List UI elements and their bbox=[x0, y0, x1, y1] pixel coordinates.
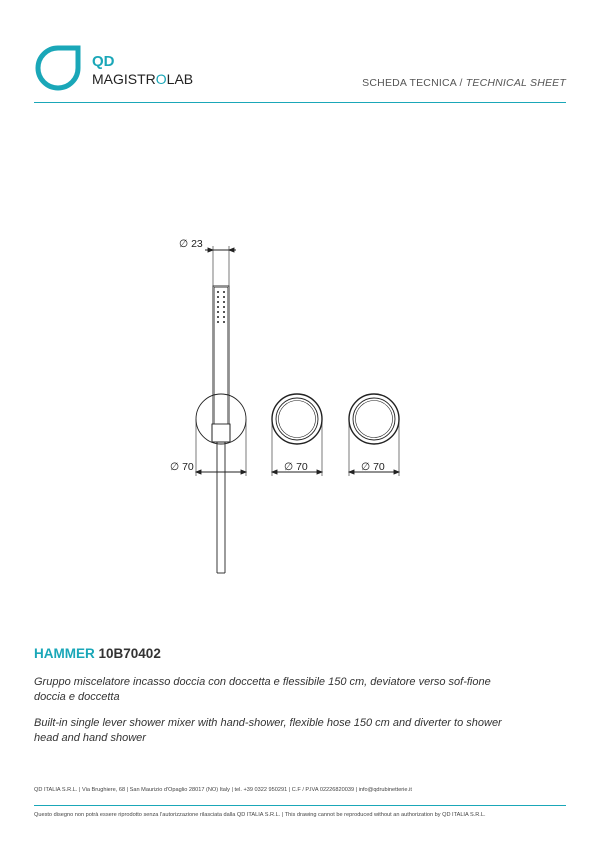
product-code: 10B70402 bbox=[98, 646, 161, 661]
dim-label-handshower: ∅ 23 bbox=[179, 238, 203, 250]
logo-brand-name: MAGISTROLAB bbox=[92, 71, 194, 87]
sheet-label bbox=[362, 77, 566, 89]
qd-magistrolab-logo bbox=[34, 44, 204, 100]
sheet-label-sep: / bbox=[456, 77, 466, 89]
sheet-label-it: SCHEDA TECNICA bbox=[362, 77, 457, 89]
mixer-plate-2 bbox=[349, 394, 399, 444]
dim-label-plate-1: ∅ 70 bbox=[170, 461, 194, 473]
description-italian: Gruppo miscelatore incasso doccia con doccetta e flessibile 150 cm, deviatore verso sof-fione doccia e doccetta bbox=[34, 676, 491, 703]
header-divider bbox=[34, 102, 566, 103]
description-english: Built-in single lever shower mixer with hand-shower, flexible hose 150 cm and diverter to shower head and hand shower bbox=[34, 717, 502, 744]
product-name: HAMMER bbox=[34, 646, 95, 661]
dim-label-plate-3: ∅ 70 bbox=[361, 461, 385, 473]
nozzle-grid bbox=[217, 291, 225, 323]
technical-drawing bbox=[150, 230, 450, 580]
mixer-plate-1 bbox=[272, 394, 322, 444]
footer-disclaimer: Questo disegno non potrà essere riprodotto senza l'autorizzazione rilasciata dalla QD ITALIA S.R.L. | This drawing cannot be reproduced without an authorization by QD ITALIA S.R.L. bbox=[34, 812, 486, 818]
logo-drop-icon bbox=[38, 48, 78, 88]
footer-divider bbox=[34, 805, 566, 806]
footer-company-info: QD ITALIA S.R.L. | Via Brughiere, 68 | San Maurizio d'Opaglio 28017 (NO) Italy | tel. +39 0322 950291 | C.F / P.IVA 02226820039 | info@qdrubinetterie.it bbox=[34, 787, 412, 793]
dim-label-plate-2: ∅ 70 bbox=[284, 461, 308, 473]
sheet-label-en: TECHNICAL SHEET bbox=[465, 77, 566, 89]
logo-brand-short: QD bbox=[92, 53, 115, 70]
product-title bbox=[34, 646, 161, 661]
handshower-body bbox=[213, 286, 229, 436]
